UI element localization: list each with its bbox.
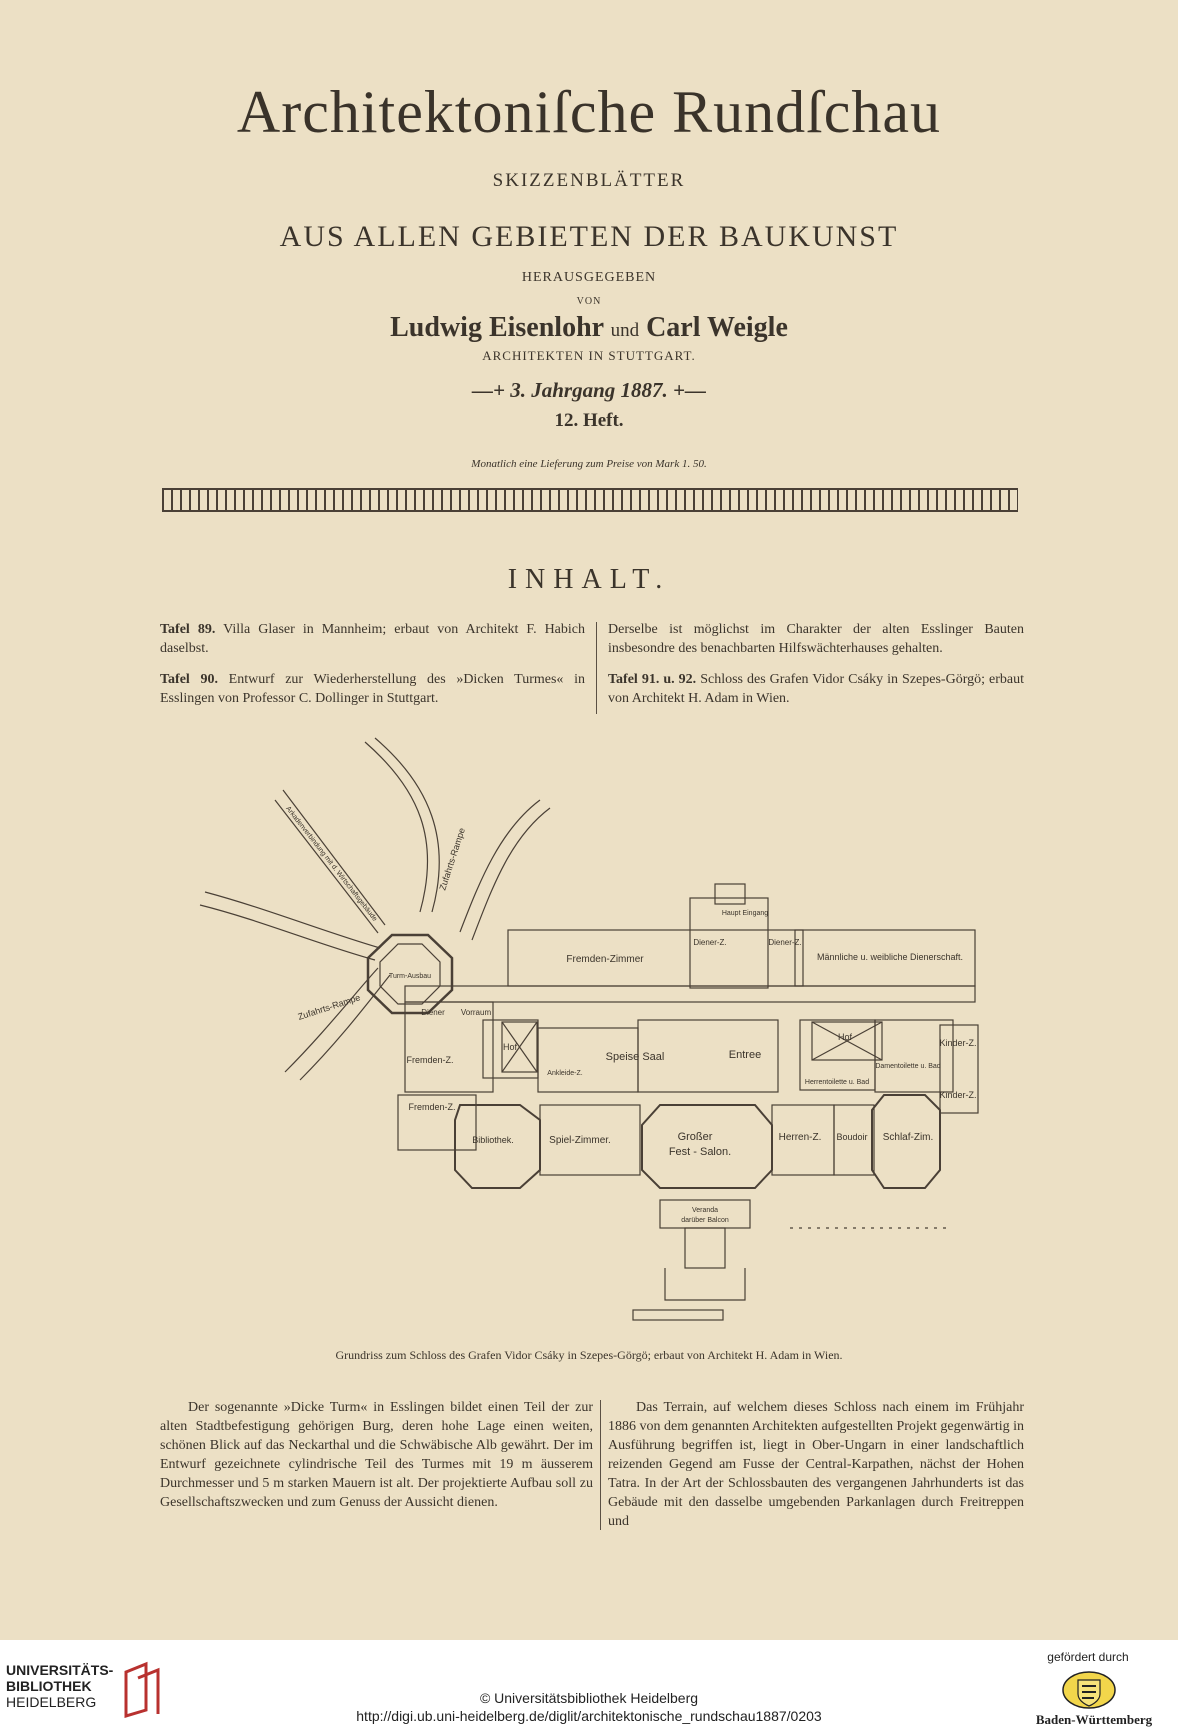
editors bbox=[0, 312, 1178, 344]
tafel-number: Tafel 90. bbox=[160, 672, 218, 687]
body-text-left: Der sogenannte »Dicke Turm« in Esslingen bildet einen Teil der zur alten Stadtbefestigung gehörigen Burg, deren hohe Lage einen weiten, schönen Blick auf das Neckarthal und die Schwäbische Alb gewährt. Der im Entwurf gezeichnete cylindrische Teil des Turmes mit 19 m äusserem Durchmesser und 5 m starken Mauern ist alt. Der projektierte Aufbau soll zu Gesellschaftszwecken und zum Genuss der Aussicht dienen. bbox=[160, 1400, 593, 1510]
plan-label: Vorraum bbox=[460, 1008, 492, 1017]
contents-text: Derselbe ist möglichst im Charakter der alten Esslinger Bauten insbesondre des benachbarten Hilfswächterhauses gehalten. bbox=[608, 622, 1024, 656]
plan-label: Zufahrts-Rampe bbox=[437, 826, 467, 892]
plan-label: Arkadenverbindung mit d. Wirtschaftsgebäude bbox=[284, 805, 379, 923]
footer-bar bbox=[0, 1640, 1178, 1728]
contents-right-column bbox=[608, 620, 1024, 720]
author-eisenlohr: Ludwig Eisenlohr bbox=[390, 312, 604, 343]
contents-entry bbox=[160, 620, 585, 658]
plan-label: Herrentoilette u. Bad bbox=[804, 1079, 870, 1086]
plan-label: Fremden-Z. bbox=[406, 1055, 454, 1065]
copyright-notice: © Universitätsbibliothek Heidelberg bbox=[479, 1690, 699, 1706]
von-label: VON bbox=[576, 296, 602, 307]
tafel-number: Tafel 89. bbox=[160, 622, 216, 637]
plan-label: Diener-Z. bbox=[693, 938, 727, 947]
plan-label: Entree bbox=[728, 1049, 762, 1061]
plan-label: Damentoilette u. Bad bbox=[875, 1063, 941, 1070]
contents-left-column bbox=[160, 620, 585, 720]
plan-label: Bibliothek. bbox=[472, 1135, 514, 1145]
column-divider bbox=[600, 1400, 601, 1530]
herausgegeben-label: HERAUSGEGEBEN bbox=[521, 270, 657, 285]
plan-label: Herren-Z. bbox=[778, 1132, 822, 1143]
plan-label: Hof bbox=[502, 1042, 518, 1052]
contents-text: Entwurf zur Wiederherstellung des »Dicken Turmes« in Esslingen von Professor C. Dollinger in Stuttgart. bbox=[160, 672, 585, 706]
contents-entry bbox=[160, 670, 585, 708]
plan-label: Fremden-Z. bbox=[408, 1102, 456, 1112]
library-name-line: UNIVERSITÄTS- bbox=[6, 1662, 114, 1678]
plan-label: Spiel-Zimmer. bbox=[549, 1135, 611, 1146]
plan-label: Hof bbox=[837, 1032, 853, 1042]
plan-label: Turm-Ausbau bbox=[388, 973, 432, 980]
und-label: und bbox=[610, 320, 640, 341]
floor-plan bbox=[190, 732, 980, 1330]
heft-number: 12. Heft. bbox=[554, 410, 624, 431]
contents-text: Schloss des Grafen Vidor Csáky in Szepes-Görgö; erbaut von Architekt H. Adam in Wien. bbox=[608, 672, 1025, 706]
architects-line: ARCHITEKTEN IN STUTTGART. bbox=[482, 348, 696, 363]
funded-by-label: gefördert durch bbox=[1047, 1650, 1129, 1664]
plan-label: Fremden-Zimmer bbox=[566, 954, 644, 965]
plan-label: Kinder-Z. bbox=[939, 1090, 977, 1100]
jahrgang-line: —+ 3. Jahrgang 1887. +— bbox=[472, 378, 706, 402]
plan-label: Fest - Salon. bbox=[668, 1146, 732, 1158]
price-line: Monatlich eine Lieferung zum Preise von Mark 1. 50. bbox=[471, 458, 707, 470]
column-divider bbox=[596, 622, 597, 714]
subtitle-gebiete: AUS ALLEN GEBIETEN DER BAUKUNST bbox=[279, 220, 899, 253]
contents-entry bbox=[608, 620, 1024, 658]
tafel-number: Tafel 91. u. 92. bbox=[608, 672, 697, 687]
plan-label: Schlaf-Zim. bbox=[882, 1132, 934, 1143]
plan-caption: Grundriss zum Schloss des Grafen Vidor Csáky in Szepes-Görgö; erbaut von Architekt H. Adam in Wien. bbox=[335, 1348, 843, 1362]
subtitle-skizzenblaetter: SKIZZENBLÄTTER bbox=[492, 170, 686, 191]
plan-label: Veranda bbox=[691, 1207, 719, 1214]
author-weigle: Carl Weigle bbox=[646, 312, 788, 343]
plan-label: Kinder-Z. bbox=[939, 1038, 977, 1048]
plan-label: Männliche u. weibliche Dienerschaft. bbox=[816, 952, 964, 962]
permalink-url[interactable]: http://digi.ub.uni-heidelberg.de/diglit/architektonische_rundschau1887/0203 bbox=[356, 1708, 822, 1724]
plan-label: Boudoir bbox=[836, 1132, 868, 1142]
plan-label: Diener bbox=[421, 1008, 445, 1017]
plan-label: darüber Balcon bbox=[681, 1217, 729, 1224]
library-name-line: BIBLIOTHEK bbox=[6, 1678, 92, 1694]
body-text-right: Das Terrain, auf welchem dieses Schloss nach einem im Frühjahr 1886 von dem genannten Architekten aufgestellten Projekt gegenwärtig in Ausführung begriffen ist, liegt in Ober-Ungarn in einer landschaftlich reizenden Gegend am Fusse der Central-Karpathen, nächst der Hohen Tatra. In der Art der Schlossbauten des vergangenen Jahrhunderts ist das Gebäude mit den dasselbe umgebenden Parkanlagen durch Freitreppen und bbox=[608, 1400, 1024, 1529]
plan-label: Haupt Eingang bbox=[721, 910, 769, 917]
library-name-line: HEIDELBERG bbox=[6, 1694, 97, 1710]
contents-entry bbox=[608, 670, 1024, 708]
plan-label: Diener-Z. bbox=[768, 938, 802, 947]
contents-text: Villa Glaser in Mannheim; erbaut von Architekt F. Habich daselbst. bbox=[160, 622, 586, 656]
coat-of-arms-icon bbox=[1060, 1670, 1118, 1710]
plan-label: Ankleide-Z. bbox=[547, 1070, 583, 1077]
ornament-divider bbox=[162, 488, 1018, 512]
sponsor-name: Baden-Württemberg bbox=[1035, 1712, 1153, 1727]
contents-heading: INHALT. bbox=[507, 564, 671, 595]
plan-label: Großer bbox=[677, 1131, 713, 1143]
journal-title: Architektoniſche Rundſchau bbox=[236, 79, 942, 145]
plan-label: Speise Saal bbox=[605, 1051, 665, 1063]
plan-label: Zufahrts-Rampe bbox=[296, 992, 362, 1022]
